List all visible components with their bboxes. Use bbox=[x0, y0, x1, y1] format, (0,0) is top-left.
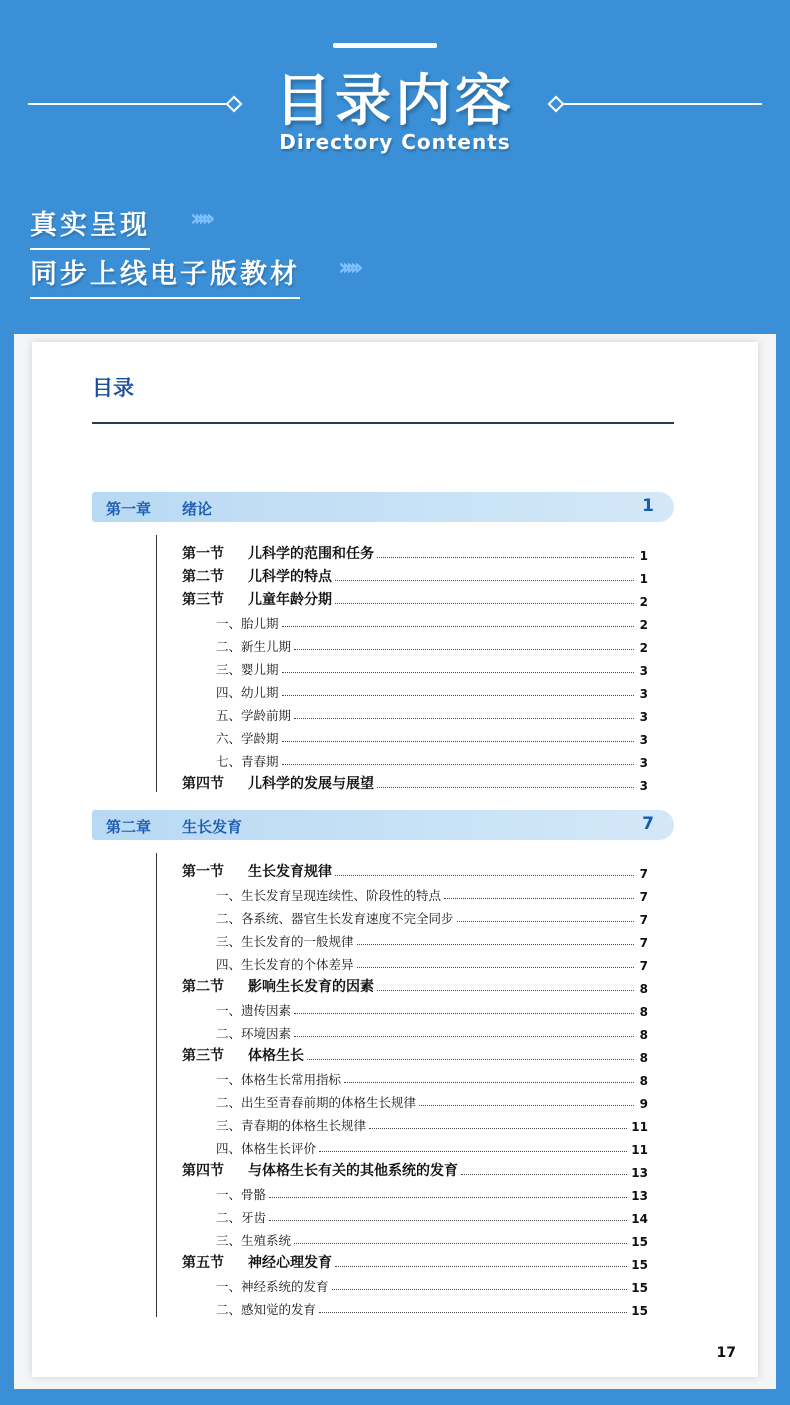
entry-page: 7 bbox=[639, 913, 648, 927]
entry-label: 四、幼儿期 bbox=[216, 685, 279, 700]
entry-label: 四、体格生长评价 bbox=[216, 1141, 317, 1156]
leader-dots bbox=[335, 1266, 627, 1267]
section-number: 第五节 bbox=[182, 1255, 224, 1271]
entry-page: 13 bbox=[631, 1189, 648, 1203]
entry-label: 二、出生至青春前期的体格生长规律 bbox=[216, 1095, 417, 1110]
entry-page: 2 bbox=[639, 618, 648, 632]
toc-subsection-entry[interactable] bbox=[216, 656, 648, 678]
leader-dots bbox=[419, 1105, 634, 1106]
chapter-header[interactable] bbox=[92, 492, 674, 522]
entry-page: 7 bbox=[639, 959, 648, 973]
chapter-header[interactable] bbox=[92, 810, 674, 840]
leader-dots bbox=[377, 990, 634, 991]
entry-label: 三、青春期的体格生长规律 bbox=[216, 1118, 367, 1133]
toc-subsection-entry[interactable] bbox=[216, 702, 648, 724]
section-number: 第三节 bbox=[182, 1048, 224, 1064]
entry-page: 8 bbox=[639, 1051, 648, 1065]
toc-subsection-entry[interactable] bbox=[216, 633, 648, 655]
entry-page: 15 bbox=[631, 1235, 648, 1249]
toc-subsection-entry[interactable] bbox=[216, 1273, 648, 1295]
leader-dots bbox=[461, 1174, 627, 1175]
entry-page: 1 bbox=[639, 572, 648, 586]
leader-dots bbox=[335, 603, 634, 604]
chevron-right-icon: ››››› bbox=[190, 204, 210, 232]
toc-section-entry[interactable] bbox=[182, 974, 648, 996]
leader-dots bbox=[357, 967, 634, 968]
toc-subsection-entry[interactable] bbox=[216, 1181, 648, 1203]
leader-dots bbox=[294, 1013, 634, 1014]
entry-page: 3 bbox=[639, 710, 648, 724]
entry-label: 三、生长发育的一般规律 bbox=[216, 934, 354, 949]
entry-label: 儿科学的范围和任务 bbox=[248, 546, 374, 562]
toc-subsection-entry[interactable] bbox=[216, 1112, 648, 1134]
entry-label: 一、生长发育呈现连续性、阶段性的特点 bbox=[216, 888, 442, 903]
chapter-vertical-rule bbox=[156, 535, 157, 792]
toc-section-entry[interactable] bbox=[182, 771, 648, 793]
banner-title: 目录内容 bbox=[275, 69, 515, 134]
entry-page: 13 bbox=[631, 1166, 648, 1180]
chapter-page: 1 bbox=[642, 496, 654, 516]
entry-page: 9 bbox=[639, 1097, 648, 1111]
banner bbox=[0, 0, 790, 335]
leader-dots bbox=[335, 580, 634, 581]
leader-dots bbox=[335, 875, 634, 876]
chapter-name: 绪论 bbox=[182, 500, 213, 518]
entry-label: 体格生长 bbox=[248, 1048, 304, 1064]
entry-page: 8 bbox=[639, 1028, 648, 1042]
entry-page: 15 bbox=[631, 1304, 648, 1318]
leader-dots bbox=[294, 1243, 627, 1244]
entry-label: 儿科学的特点 bbox=[248, 569, 332, 585]
chevron-right-icon: ››››› bbox=[338, 253, 358, 281]
toc-subsection-entry[interactable] bbox=[216, 1066, 648, 1088]
toc-subsection-entry[interactable] bbox=[216, 1204, 648, 1226]
entry-label: 一、骨骼 bbox=[216, 1187, 267, 1202]
leader-dots bbox=[269, 1220, 627, 1221]
toc-subsection-entry[interactable] bbox=[216, 748, 648, 770]
entry-page: 7 bbox=[639, 936, 648, 950]
entry-page: 8 bbox=[639, 1005, 648, 1019]
leader-dots bbox=[294, 649, 634, 650]
section-number: 第四节 bbox=[182, 1163, 224, 1179]
leader-dots bbox=[319, 1312, 627, 1313]
entry-label: 四、生长发育的个体差异 bbox=[216, 957, 354, 972]
leader-dots bbox=[294, 1036, 634, 1037]
section-number: 第三节 bbox=[182, 592, 224, 608]
leader-dots bbox=[377, 787, 634, 788]
leader-dots bbox=[282, 672, 634, 673]
section-number: 第二节 bbox=[182, 569, 224, 585]
entry-page: 3 bbox=[639, 687, 648, 701]
page-number: 17 bbox=[716, 1345, 736, 1361]
toc-section-entry[interactable] bbox=[182, 1250, 648, 1272]
entry-page: 11 bbox=[631, 1143, 648, 1157]
entry-page: 7 bbox=[639, 867, 648, 881]
leader-dots bbox=[282, 741, 634, 742]
section-number: 第一节 bbox=[182, 546, 224, 562]
leader-dots bbox=[444, 898, 634, 899]
banner-subtitle: Directory Contents bbox=[279, 130, 511, 154]
entry-label: 二、新生儿期 bbox=[216, 639, 292, 654]
chapter-vertical-rule bbox=[156, 853, 157, 1317]
entry-page: 7 bbox=[639, 890, 648, 904]
entry-label: 三、婴儿期 bbox=[216, 662, 279, 677]
entry-label: 六、学龄期 bbox=[216, 731, 279, 746]
toc-subsection-entry[interactable] bbox=[216, 1227, 648, 1249]
entry-page: 8 bbox=[639, 982, 648, 996]
chapter-number: 第二章 bbox=[106, 818, 152, 836]
leader-dots bbox=[357, 944, 634, 945]
entry-page: 2 bbox=[639, 641, 648, 655]
chapter-number: 第一章 bbox=[106, 500, 152, 518]
toc-section-entry[interactable] bbox=[182, 1158, 648, 1180]
tag-ebook-online: 同步上线电子版教材 bbox=[30, 252, 300, 299]
section-number: 第二节 bbox=[182, 979, 224, 995]
toc-heading: 目录 bbox=[92, 376, 134, 400]
chapter-page: 7 bbox=[642, 814, 654, 834]
toc-subsection-entry[interactable] bbox=[216, 905, 648, 927]
leader-dots bbox=[282, 626, 634, 627]
entry-page: 15 bbox=[631, 1281, 648, 1295]
entry-label: 影响生长发育的因素 bbox=[248, 979, 374, 995]
leader-dots bbox=[282, 695, 634, 696]
entry-page: 3 bbox=[639, 733, 648, 747]
entry-page: 3 bbox=[639, 756, 648, 770]
entry-label: 一、神经系统的发育 bbox=[216, 1279, 329, 1294]
leader-dots bbox=[269, 1197, 627, 1198]
section-number: 第一节 bbox=[182, 864, 224, 880]
entry-page: 15 bbox=[631, 1258, 648, 1272]
toc-subsection-entry[interactable] bbox=[216, 725, 648, 747]
book-page-frame bbox=[14, 334, 776, 1389]
entry-label: 儿科学的发展与展望 bbox=[248, 776, 374, 792]
entry-label: 儿童年龄分期 bbox=[248, 592, 332, 608]
toc-subsection-entry[interactable] bbox=[216, 679, 648, 701]
entry-page: 3 bbox=[639, 664, 648, 678]
toc-subsection-entry[interactable] bbox=[216, 610, 648, 632]
entry-page: 11 bbox=[631, 1120, 648, 1134]
leader-dots bbox=[457, 921, 634, 922]
toc-subsection-entry[interactable] bbox=[216, 928, 648, 950]
leader-dots bbox=[369, 1128, 627, 1129]
leader-dots bbox=[332, 1289, 628, 1290]
top-decor-bar bbox=[333, 43, 437, 48]
leader-dots bbox=[307, 1059, 634, 1060]
entry-label: 二、各系统、器官生长发育速度不完全同步 bbox=[216, 911, 454, 926]
toc-subsection-entry[interactable] bbox=[216, 882, 648, 904]
leader-dots bbox=[344, 1082, 634, 1083]
entry-page: 1 bbox=[639, 549, 648, 563]
toc-subsection-entry[interactable] bbox=[216, 1296, 648, 1318]
heading-divider bbox=[92, 422, 674, 424]
entry-label: 五、学龄前期 bbox=[216, 708, 292, 723]
section-number: 第四节 bbox=[182, 776, 224, 792]
entry-page: 3 bbox=[639, 779, 648, 793]
entry-label: 神经心理发育 bbox=[248, 1255, 332, 1271]
toc-section-entry[interactable] bbox=[182, 541, 648, 563]
toc-subsection-entry[interactable] bbox=[216, 951, 648, 973]
toc-section-entry[interactable] bbox=[182, 859, 648, 881]
toc-subsection-entry[interactable] bbox=[216, 1020, 648, 1042]
leader-dots bbox=[282, 764, 634, 765]
leader-dots bbox=[294, 718, 634, 719]
entry-label: 二、感知觉的发育 bbox=[216, 1302, 317, 1317]
entry-label: 七、青春期 bbox=[216, 754, 279, 769]
toc-subsection-entry[interactable] bbox=[216, 997, 648, 1019]
leader-dots bbox=[319, 1151, 627, 1152]
toc-section-entry[interactable] bbox=[182, 564, 648, 586]
chapter-name: 生长发育 bbox=[182, 818, 243, 836]
entry-label: 一、遗传因素 bbox=[216, 1003, 292, 1018]
tag-real-presentation: 真实呈现 bbox=[30, 203, 150, 250]
leader-dots bbox=[377, 557, 634, 558]
entry-label: 与体格生长有关的其他系统的发育 bbox=[248, 1163, 458, 1179]
entry-page: 8 bbox=[639, 1074, 648, 1088]
entry-page: 2 bbox=[639, 595, 648, 609]
toc-subsection-entry[interactable] bbox=[216, 1089, 648, 1111]
entry-label: 二、环境因素 bbox=[216, 1026, 292, 1041]
toc-section-entry[interactable] bbox=[182, 1043, 648, 1065]
book-page bbox=[32, 342, 758, 1377]
entry-page: 14 bbox=[631, 1212, 648, 1226]
toc-subsection-entry[interactable] bbox=[216, 1135, 648, 1157]
entry-label: 二、牙齿 bbox=[216, 1210, 267, 1225]
entry-label: 一、胎儿期 bbox=[216, 616, 279, 631]
entry-label: 三、生殖系统 bbox=[216, 1233, 292, 1248]
toc-section-entry[interactable] bbox=[182, 587, 648, 609]
entry-label: 一、体格生长常用指标 bbox=[216, 1072, 342, 1087]
entry-label: 生长发育规律 bbox=[248, 864, 332, 880]
